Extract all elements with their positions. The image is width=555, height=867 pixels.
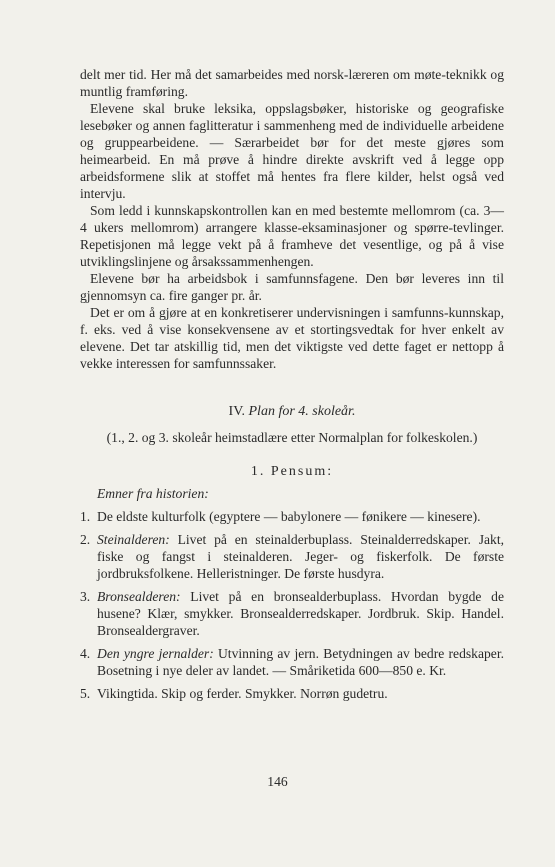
list-item [80, 685, 504, 702]
item-text: Utvinning av jern. Betydningen av bedre redskaper. Bosetning i nye deler av landet. — Småriketida 600—850 e. Kr. [97, 646, 504, 678]
item-lead: Steinalderen: [97, 532, 170, 547]
item-body [97, 508, 504, 525]
section-numeral: IV. [228, 404, 245, 419]
item-number: 1. [80, 509, 91, 524]
item-text: Livet på en steinalderbuplass. Steinalderredskaper. Jakt, fiske og fangst i steinalderen. Jeger- og fiskerfolk. De første jordbruksfolkene. Helleristninger. De første husdyra. [97, 532, 504, 581]
paragraph: Som ledd i kunnskapskontrollen kan en med bestemte mellomrom (ca. 3—4 ukers mellomrom) arrangere klasse-eksaminasjoner og spørre-tevlinger. Repetisjonen må legge vekt på å framheve det vesentlige, og på å vise utviklingslinjene og årsakssammenhengen. [80, 203, 504, 269]
item-number: 4. [80, 646, 91, 661]
paragraph: Det er om å gjøre at en konkretiserer undervisningen i samfunns-kunnskap, f. eks. ved å vise konsekvensene av et stortingsvedtak for hver enkelt av elevene. Det tar atskillig tid, men det viktigste ved dette faget er nettopp å vekke interessen for samfunnssaker. [80, 305, 504, 371]
section-note: (1., 2. og 3. skoleår heimstadlære etter Normalplan for folkeskolen.) [106, 430, 478, 445]
pensum-heading: 1. Pensum: [250, 464, 334, 479]
item-lead: Den yngre jernalder: [97, 646, 214, 661]
paragraph: delt mer tid. Her må det samarbeides med norsk-læreren om møte-teknikk og muntlig framføring. [80, 67, 504, 99]
item-body [97, 588, 504, 639]
topic-list [80, 508, 504, 702]
item-body [97, 531, 504, 582]
item-number: 3. [80, 589, 91, 604]
item-text: Livet på en bronsealderbuplass. Hvordan bygde de husene? Klær, smykker. Bronsealderredskaper. Jordbruk. Skip. Handel. Bronsealdergraver. [97, 589, 504, 638]
paragraph: Elevene skal bruke leksika, oppslagsbøker, historiske og geografiske lesebøker og annen faglitteratur i sammenheng med de individuelle arbeidene og gruppearbeidene. — Særarbeidet bør for det meste gjøres som heimearbeid. En må prøve å hindre direkte avskrift ved å legge opp arbeidsformene slik at stoffet må hentes fra flere kilder, helst også ved intervju. [80, 101, 504, 201]
list-item [80, 645, 504, 679]
item-text: De eldste kulturfolk (egyptere — babylonere — fønikere — kinesere). [97, 509, 481, 524]
emner-subheading: Emner fra historien: [97, 486, 209, 501]
item-lead: Bronsealderen: [97, 589, 181, 604]
list-item [80, 508, 504, 525]
list-item [80, 531, 504, 582]
item-number: 5. [80, 686, 91, 701]
section-heading [80, 403, 504, 420]
item-body [97, 645, 504, 679]
section-title: Plan for 4. skoleår. [248, 404, 356, 419]
page-number: 146 [267, 774, 288, 789]
item-text: Vikingtida. Skip og ferder. Smykker. Norrøn gudetru. [97, 686, 388, 701]
item-body [97, 685, 504, 702]
body-text [80, 66, 504, 702]
paragraph: Elevene bør ha arbeidsbok i samfunnsfagene. Den bør leveres inn til gjennomsyn ca. fire ganger pr. år. [80, 271, 504, 303]
list-item [80, 588, 504, 639]
item-number: 2. [80, 532, 91, 547]
